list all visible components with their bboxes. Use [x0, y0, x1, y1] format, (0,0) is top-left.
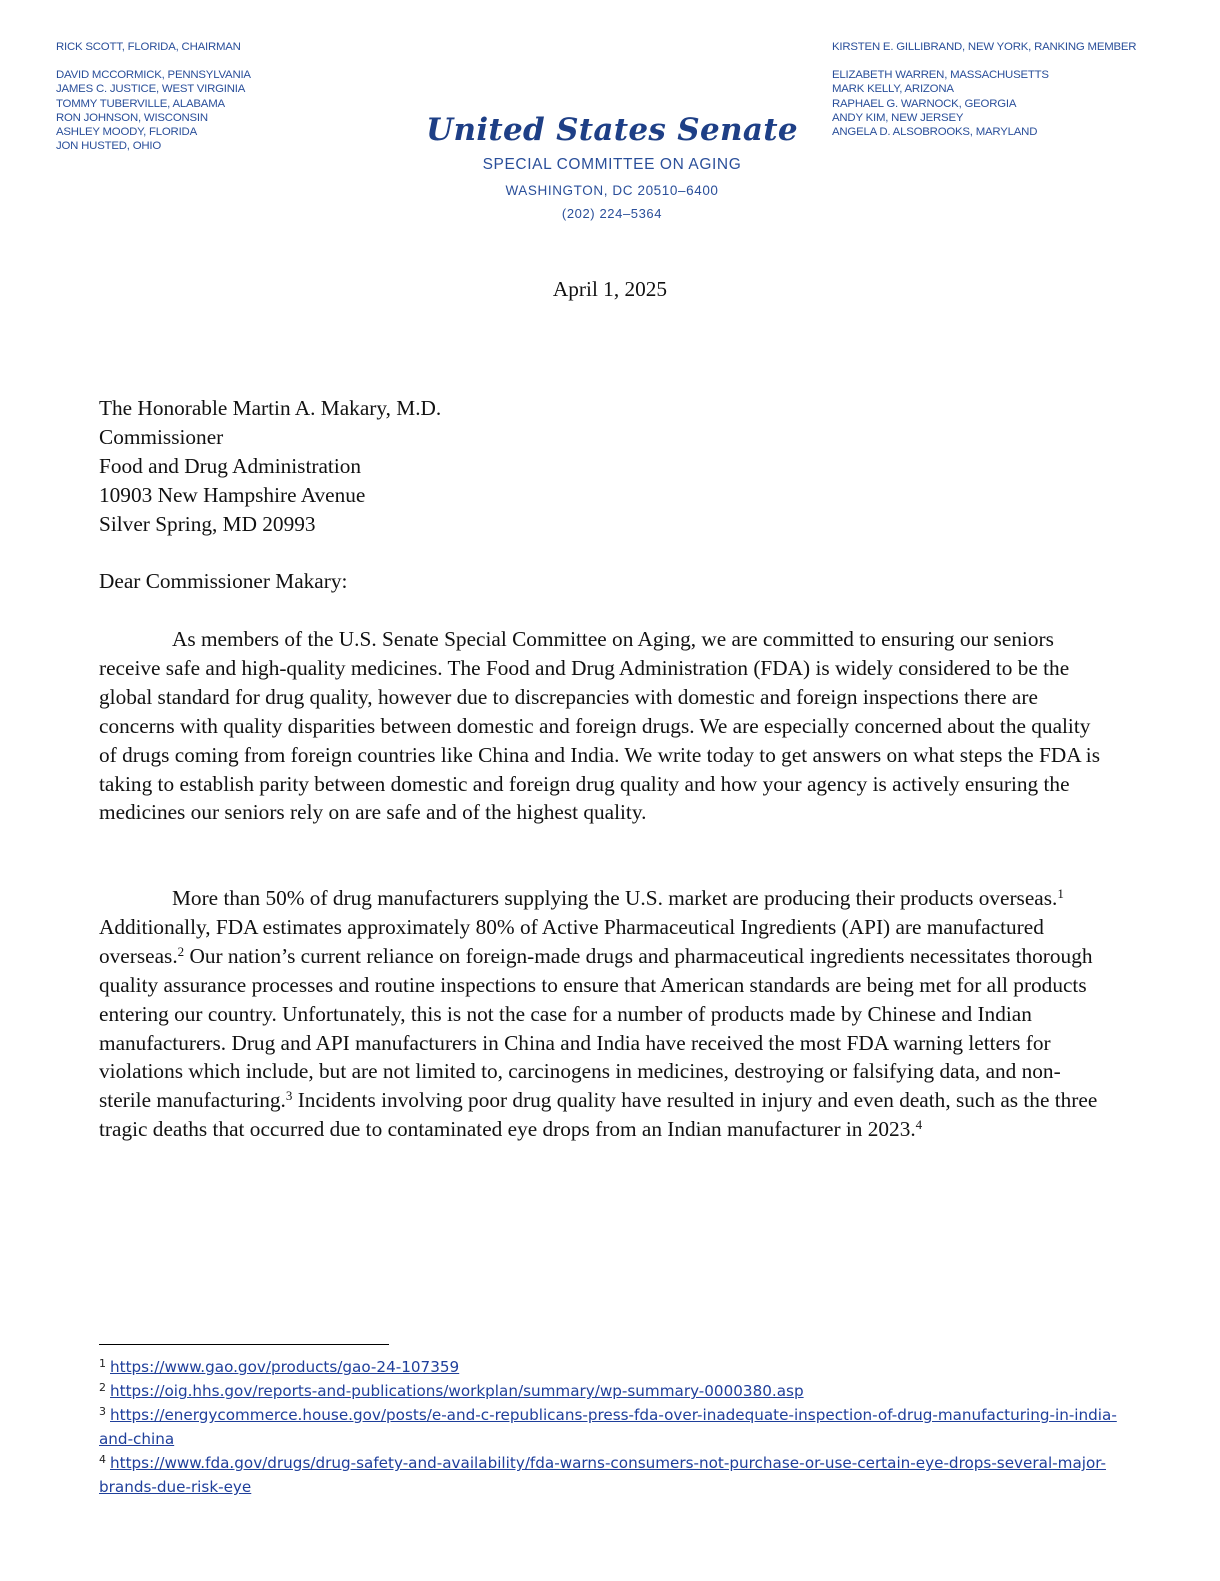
recipient-line: 10903 New Hampshire Avenue	[99, 482, 366, 507]
paragraph-text: More than 50% of drug manufacturers supplying the U.S. market are producing their products overseas.	[172, 886, 1058, 910]
footnote-1	[99, 1355, 1129, 1379]
letterhead-minority-members	[832, 40, 1136, 139]
recipient-line: The Honorable Martin A. Makary, M.D.	[99, 396, 442, 420]
majority-member: RON JOHNSON, WISCONSIN	[56, 111, 208, 124]
footnote-4	[99, 1451, 1129, 1499]
paragraph-text: Incidents involving poor drug quality have resulted in injury and even death, such as the three tragic deaths that occurred due to contaminated eye drops from an Indian manufacturer in 2023.	[99, 1088, 1098, 1142]
footnotes	[99, 1355, 1129, 1499]
majority-member: TOMMY TUBERVILLE, ALABAMA	[56, 97, 225, 110]
footnote-3	[99, 1403, 1129, 1451]
salutation: Dear Commissioner Makary:	[99, 569, 348, 593]
paragraph-text: Additionally, FDA estimates approximately 80% of Active Pharmaceutical Ingredients (API) are manufactured overseas.	[99, 914, 1044, 968]
majority-member: ASHLEY MOODY, FLORIDA	[56, 126, 197, 139]
letterhead-center	[412, 108, 812, 221]
chairman-name: RICK SCOTT, FLORIDA, CHAIRMAN	[56, 41, 241, 53]
recipient-line: Food and Drug Administration	[99, 453, 362, 478]
footnote-ref-4[interactable]: 4	[915, 1117, 923, 1133]
footnote-link-4[interactable]: https://www.fda.gov/drugs/drug-safety-and-availability/fda-warns-consumers-not-purchase-or-use-certain-eye-drops-several-major-brands-due-risk-eye	[99, 1454, 1107, 1496]
minority-member: MARK KELLY, ARIZONA	[832, 83, 954, 96]
paragraph-text: Our nation’s current reliance on foreign-made drugs and pharmaceutical ingredients necessitates thorough quality assurance processes and routine inspections to ensure that American standards are being met for all products entering our country. Unfortunately, this is not the case for a number of products made by Chinese and Indian manufacturers. Drug and API manufacturers in China and India have received the most FDA warning letters for violations which include, but are not limited to, carcinogens in medicines, destroying or falsifying data, and non-sterile manufacturing.	[99, 943, 1093, 1113]
footnote-number: 3	[99, 1405, 106, 1418]
minority-member: ELIZABETH WARREN, MASSACHUSETTS	[832, 69, 1049, 82]
footnote-link-1[interactable]: https://www.gao.gov/products/gao-24-107359	[110, 1358, 460, 1376]
footnote-number: 4	[99, 1453, 106, 1466]
recipient-line: Silver Spring, MD 20993	[99, 511, 316, 536]
senate-title: United States Senate	[426, 112, 798, 148]
footnote-ref-3[interactable]: 3	[285, 1088, 293, 1104]
majority-member: DAVID MCCORMICK, PENNSYLVANIA	[56, 69, 251, 82]
footnote-ref-1[interactable]: 1	[1057, 886, 1064, 901]
letter-date: April 1, 2025	[552, 277, 668, 301]
letterhead-majority-members	[56, 40, 251, 153]
body-paragraph-2	[99, 884, 1111, 1144]
recipient-line: Commissioner	[99, 424, 224, 449]
footnote-number: 2	[99, 1381, 106, 1394]
body-paragraph-1: As members of the U.S. Senate Special Committee on Aging, we are committed to ensuring our seniors receive safe and high-quality medicines. The Food and Drug Administration (FDA) is widely considered to be the global standard for drug quality, however due to discrepancies with domestic and foreign inspections there are concerns with quality disparities between domestic and foreign drugs. We are especially concerned about the quality of drugs coming from foreign countries like China and India. We write today to get answers on what steps the FDA is taking to establish parity between domestic and foreign drug quality and how your agency is actively ensuring the medicines our seniors rely on are safe and of the highest quality.	[99, 627, 1101, 825]
majority-member: JON HUSTED, OHIO	[56, 140, 162, 153]
footnote-2	[99, 1379, 1129, 1403]
committee-phone: (202) 224–5364	[561, 206, 663, 221]
minority-member: ANDY KIM, NEW JERSEY	[832, 111, 964, 124]
minority-member: ANGELA D. ALSOBROOKS, MARYLAND	[832, 126, 1038, 139]
footnote-number: 1	[99, 1357, 106, 1370]
footnote-ref-2[interactable]: 2	[177, 943, 185, 959]
recipient-address	[99, 394, 441, 539]
majority-member: JAMES C. JUSTICE, WEST VIRGINIA	[56, 83, 246, 96]
minority-member: RAPHAEL G. WARNOCK, GEORGIA	[832, 97, 1017, 110]
footnote-divider	[99, 1344, 389, 1345]
ranking-member-name: KIRSTEN E. GILLIBRAND, NEW YORK, RANKING MEMBER	[832, 41, 1137, 53]
committee-name: SPECIAL COMMITTEE ON AGING	[482, 156, 742, 173]
committee-address: WASHINGTON, DC 20510–6400	[505, 183, 719, 198]
footnote-link-3[interactable]: https://energycommerce.house.gov/posts/e-and-c-republicans-press-fda-over-inadequate-inspection-of-drug-manufacturing-in-india-and-china	[99, 1406, 1117, 1448]
footnote-link-2[interactable]: https://oig.hhs.gov/reports-and-publications/workplan/summary/wp-summary-0000380.asp	[110, 1382, 804, 1400]
